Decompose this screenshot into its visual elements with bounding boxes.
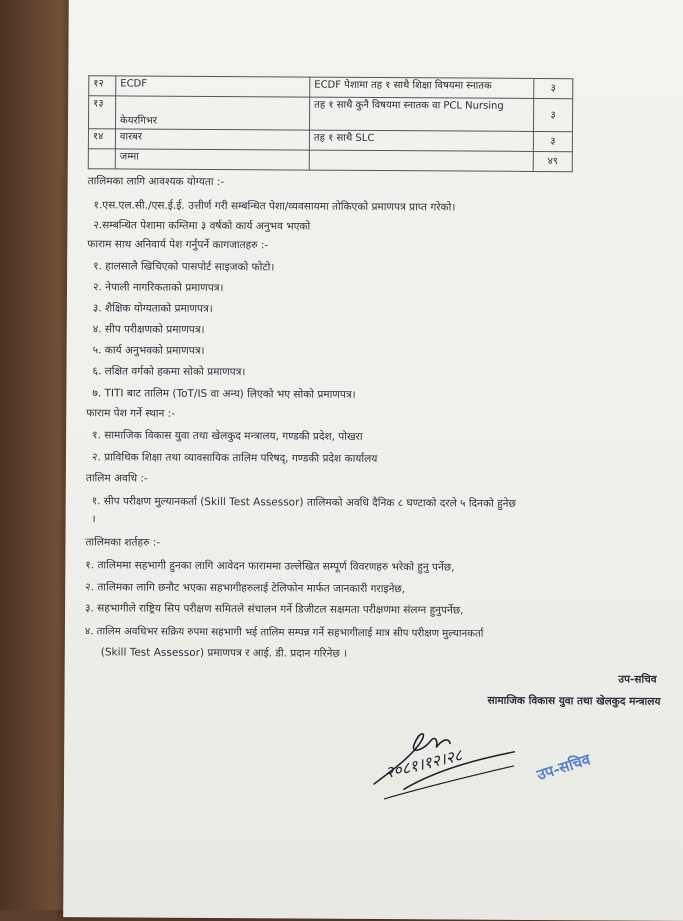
eligibility-item: १.एस.एल.सी./एस.ई.ई. उत्तीर्ण गरी सम्बन्धित पेशा/व्यवसायमा तोकिएको प्रमाणपत्र प्राप्त गरेको। <box>93 199 456 214</box>
duration-item-end: । <box>91 513 96 526</box>
desk-background <box>0 0 70 910</box>
signatory-office: सामाजिक विकास युवा तथा खेलकुद मन्त्रालय <box>487 694 661 708</box>
duration-heading: तालिम अवधि :- <box>85 472 148 485</box>
office-stamp: उप-सचिव <box>534 750 593 785</box>
row-number: १४ <box>88 129 115 149</box>
condition-item: ४. तालिम अवधिभर सक्रिय रुपमा सहभागी भई तालिम सम्पन्न गर्ने सहभागीलाई मात्र सीप परीक्षण मुल्यानकर्ता <box>84 626 484 640</box>
row-number <box>88 149 115 169</box>
table-total-row <box>88 149 572 172</box>
document-page <box>63 0 683 921</box>
condition-item: ३. सहभागीले राष्ट्रिय सिप परीक्षण समितले संचालन गर्ने डिजीटल सक्षमता परीक्षणमा संलग्न हुनुपर्नेछ, <box>85 602 464 617</box>
venue-heading: फाराम पेश गर्ने स्थान :- <box>86 407 176 420</box>
row-count: ३ <box>533 98 572 131</box>
row-qualification: तह १ साथै कुनै विषयमा स्नातक वा PCL Nursing <box>309 97 533 131</box>
condition-item: २. तालिमका लागि छनौट भएका सहभागीहरुलाई टेलिफोन मार्फत जानकारी गराइनेछ, <box>85 581 406 596</box>
row-position: ECDF <box>116 76 310 97</box>
condition-item: १. तालिममा सहभागी हुनका लागि आवेदन फाराममा उल्लेखित सम्पूर्ण विवरणहरु भरेको हुनु पर्नेछ, <box>85 559 455 574</box>
training-quota-table <box>88 75 574 172</box>
row-count: ४९ <box>533 151 572 171</box>
document-item: ५. कार्य अनुभवको प्रमाणपत्र। <box>92 344 205 357</box>
document-item: ७. TITI बाट तालिम (ToT/IS वा अन्य) लिएको भए सोको प्रमाणपत्र। <box>92 387 356 401</box>
conditions-heading: तालिमका शर्तहरु :- <box>85 536 161 549</box>
venue-item: १. सामाजिक विकास युवा तथा खेलकुद मन्त्रालय, गण्डकी प्रदेश, पोखरा <box>92 429 363 443</box>
row-position: वारबर <box>115 129 309 150</box>
eligibility-heading: तालिमका लागि आवश्यक योग्यता :- <box>87 175 225 189</box>
document-item: ३. शैक्षिक योग्यताको प्रमाणपत्र। <box>92 302 213 316</box>
document-item: १. हालसालै खिचिएको पासपोर्ट साइजको फोटो। <box>93 260 275 274</box>
eligibility-item: २.सम्बन्धित पेशामा कम्तिमा ३ वर्षको कार्य अनुभव भएको <box>93 219 311 233</box>
row-position: केयरगिभर <box>115 96 309 130</box>
row-count: ३ <box>534 78 573 98</box>
row-number: १३ <box>88 96 115 129</box>
document-item: २. नेपाली नागरिकताको प्रमाणपत्र। <box>92 281 224 295</box>
document-item: ४. सीप परीक्षणको प्रमाणपत्र। <box>92 323 205 336</box>
handwritten-date: २०८१।१२।२८ <box>383 745 465 783</box>
venue-item: २. प्राविधिक शिक्षा तथा व्यावसायिक तालिम परिषद्, गण्डकी प्रदेश कार्यालय <box>91 451 378 466</box>
row-qualification <box>309 150 533 171</box>
row-qualification: ECDF पेशामा तह १ साथै शिक्षा विषयमा स्नातक <box>310 77 534 98</box>
duration-item: १. सीप परीक्षण मुल्यानकर्ता (Skill Test Assessor) तालिमको अवधि दैनिक ८ घण्टाको दरले ५ दिनको हुनेछ <box>91 495 516 510</box>
row-position: जम्मा <box>115 149 309 170</box>
document-item: ६. लक्षित वर्गको हकमा सोको प्रमाणपत्र। <box>92 365 246 379</box>
documents-heading: फाराम साथ अनिवार्य पेश गर्नुपर्ने कागजातहरु :- <box>87 238 269 252</box>
row-count: ३ <box>533 131 572 151</box>
row-qualification: तह १ साथै SLC <box>309 130 533 151</box>
signatory-designation: उप-सचिव <box>618 673 657 686</box>
table-row <box>88 96 572 132</box>
condition-item-continuation: (Skill Test Assessor) प्रमाणपत्र र आई. डी. प्रदान गरिनेछ । <box>100 646 348 660</box>
row-number: १२ <box>89 76 116 96</box>
